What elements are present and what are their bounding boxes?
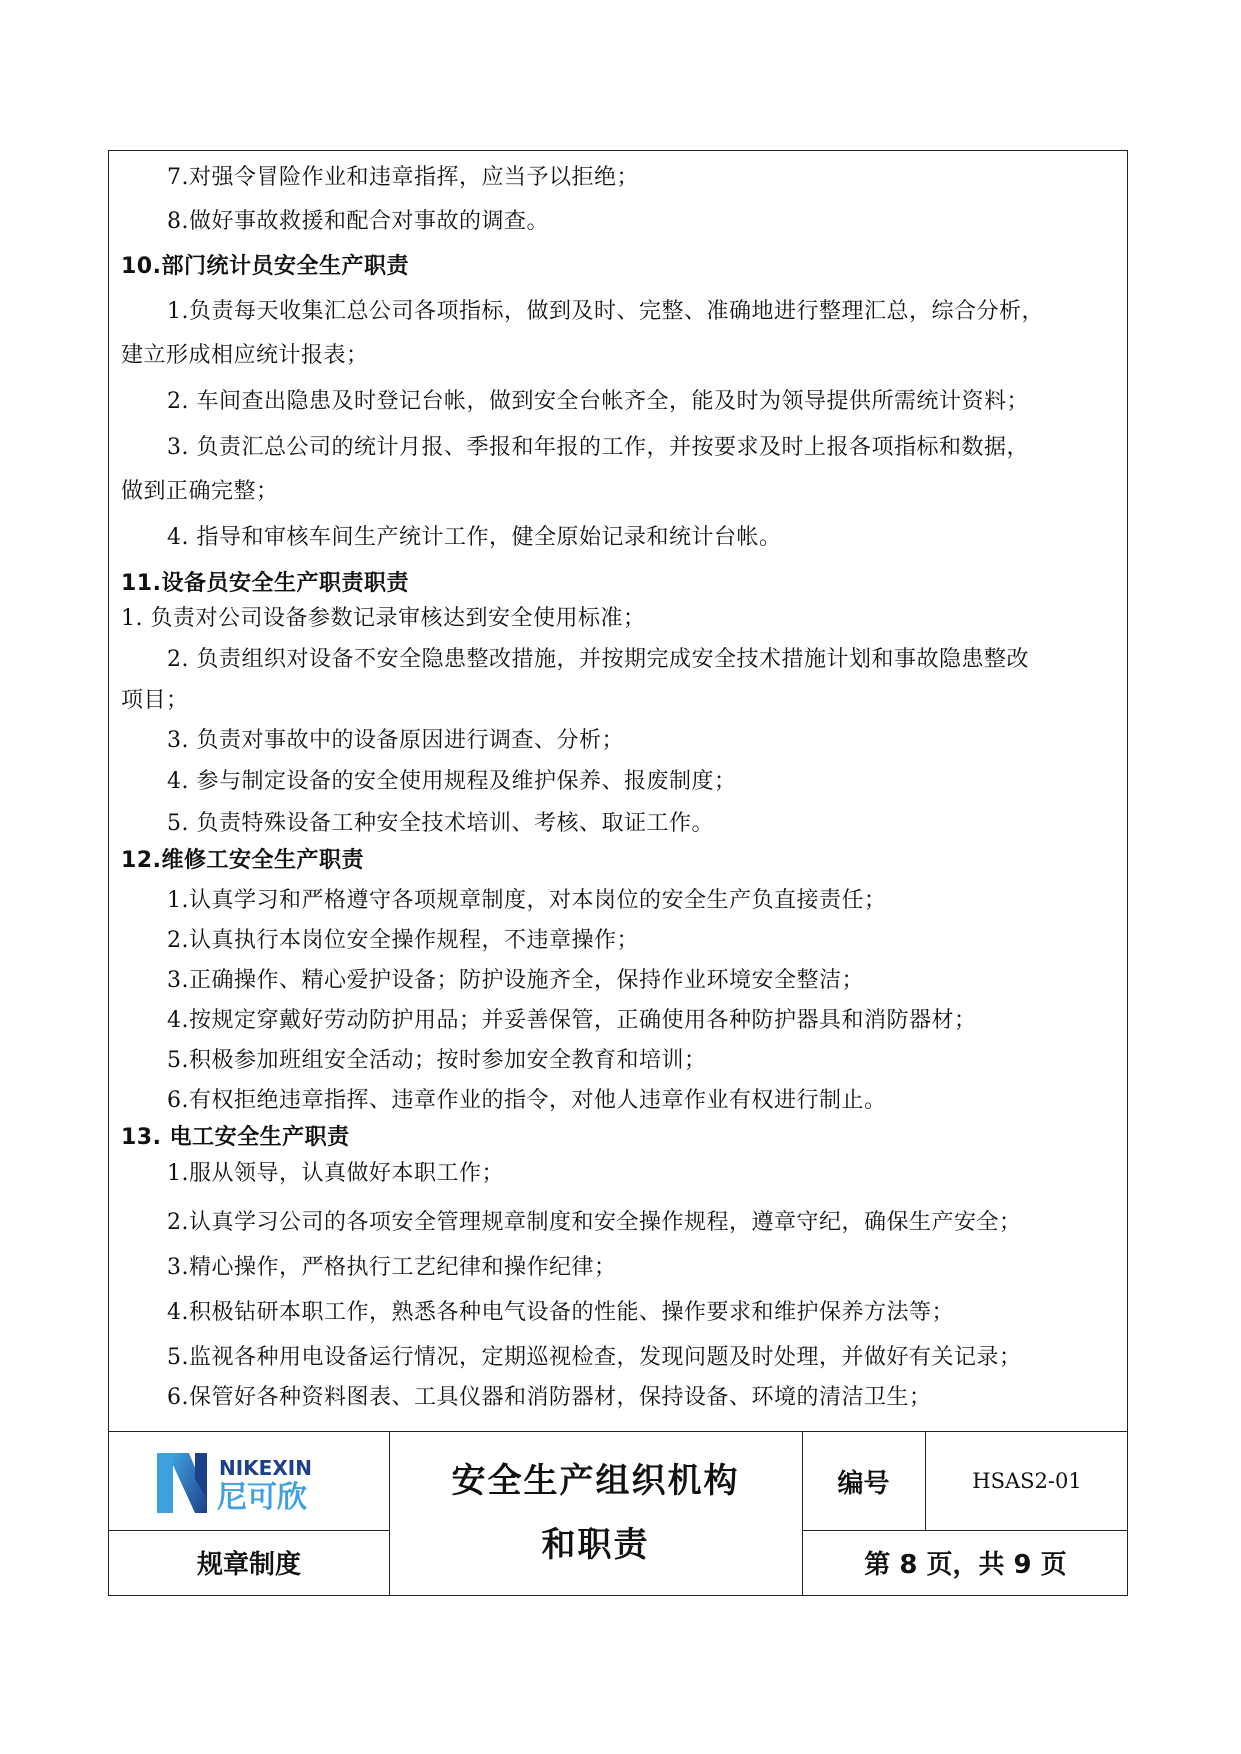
list-item: 项目； bbox=[121, 688, 189, 713]
list-item: 2. 负责组织对设备不安全隐患整改措施，并按期完成安全技术措施计划和事故隐患整改 bbox=[167, 647, 1029, 672]
list-item: 8.做好事故救援和配合对事故的调查。 bbox=[167, 209, 549, 234]
section-heading: 10.部门统计员安全生产职责 bbox=[121, 254, 409, 279]
document-title-line: 和职责 bbox=[541, 1525, 650, 1565]
list-item: 4.按规定穿戴好劳动防护用品；并妥善保管，正确使用各种防护器具和消防器材； bbox=[167, 1008, 977, 1033]
list-item: 7.对强令冒险作业和违章指挥，应当予以拒绝； bbox=[167, 165, 639, 190]
category-label: 规章制度 bbox=[196, 1549, 301, 1580]
list-item: 6.保管好各种资料图表、工具仪器和消防器材，保持设备、环境的清洁卫生； bbox=[167, 1385, 932, 1410]
document-title bbox=[389, 1432, 802, 1594]
svg-text:尼可欣: 尼可欣 bbox=[217, 1480, 307, 1515]
list-item: 1. 负责对公司设备参数记录审核达到安全使用标准； bbox=[121, 606, 646, 631]
list-item: 2.认真执行本岗位安全操作规程，不违章操作； bbox=[167, 928, 639, 953]
list-item: 3.正确操作、精心爱护设备；防护设施齐全，保持作业环境安全整洁； bbox=[167, 968, 864, 993]
list-item: 4. 指导和审核车间生产统计工作，健全原始记录和统计台帐。 bbox=[167, 525, 782, 550]
list-item: 2.认真学习公司的各项安全管理规章制度和安全操作规程，遵章守纪，确保生产安全； bbox=[167, 1210, 1022, 1235]
list-item: 4.积极钻研本职工作，熟悉各种电气设备的性能、操作要求和维护保养方法等； bbox=[167, 1300, 954, 1325]
list-item: 5.监视各种用电设备运行情况，定期巡视检查，发现问题及时处理，并做好有关记录； bbox=[167, 1345, 1022, 1370]
svg-text:NIKEXIN: NIKEXIN bbox=[219, 1456, 312, 1480]
list-item: 3. 负责对事故中的设备原因进行调查、分析； bbox=[167, 728, 624, 753]
list-item: 1.负责每天收集汇总公司各项指标，做到及时、完整、准确地进行整理汇总，综合分析， bbox=[167, 299, 1044, 324]
list-item: 5.积极参加班组安全活动；按时参加安全教育和培训； bbox=[167, 1048, 707, 1073]
list-item: 5. 负责特殊设备工种安全技术培训、考核、取证工作。 bbox=[167, 811, 714, 836]
document-frame bbox=[108, 150, 1128, 1596]
list-item: 3.精心操作，严格执行工艺纪律和操作纪律； bbox=[167, 1255, 617, 1280]
list-item: 2. 车间查出隐患及时登记台帐，做到安全台帐齐全，能及时为领导提供所需统计资料； bbox=[167, 389, 1029, 414]
list-item: 3. 负责汇总公司的统计月报、季报和年报的工作，并按要求及时上报各项指标和数据， bbox=[167, 435, 1029, 460]
logo-mark-icon bbox=[149, 1441, 349, 1521]
document-footer-table bbox=[109, 1431, 1127, 1595]
company-logo bbox=[109, 1432, 389, 1530]
document-number: HSAS2-01 bbox=[972, 1469, 1082, 1493]
list-item: 1.服从领导，认真做好本职工作； bbox=[167, 1161, 504, 1186]
list-item: 4. 参与制定设备的安全使用规程及维护保养、报废制度； bbox=[167, 769, 737, 794]
list-item: 6.有权拒绝违章指挥、违章作业的指令，对他人违章作业有权进行制止。 bbox=[167, 1088, 887, 1113]
number-label: 编号 bbox=[837, 1468, 890, 1499]
section-heading: 13. 电工安全生产职责 bbox=[121, 1125, 350, 1150]
list-item: 做到正确完整； bbox=[121, 479, 279, 504]
page-info: 第 8 页，共 9 页 bbox=[864, 1549, 1067, 1580]
document-body bbox=[109, 151, 1127, 1431]
list-item: 建立形成相应统计报表； bbox=[121, 343, 369, 368]
section-heading: 11.设备员安全生产职责职责 bbox=[121, 571, 409, 596]
section-heading: 12.维修工安全生产职责 bbox=[121, 848, 364, 873]
list-item: 1.认真学习和严格遵守各项规章制度，对本岗位的安全生产负直接责任； bbox=[167, 888, 887, 913]
document-title-line: 安全生产组织机构 bbox=[451, 1461, 740, 1501]
